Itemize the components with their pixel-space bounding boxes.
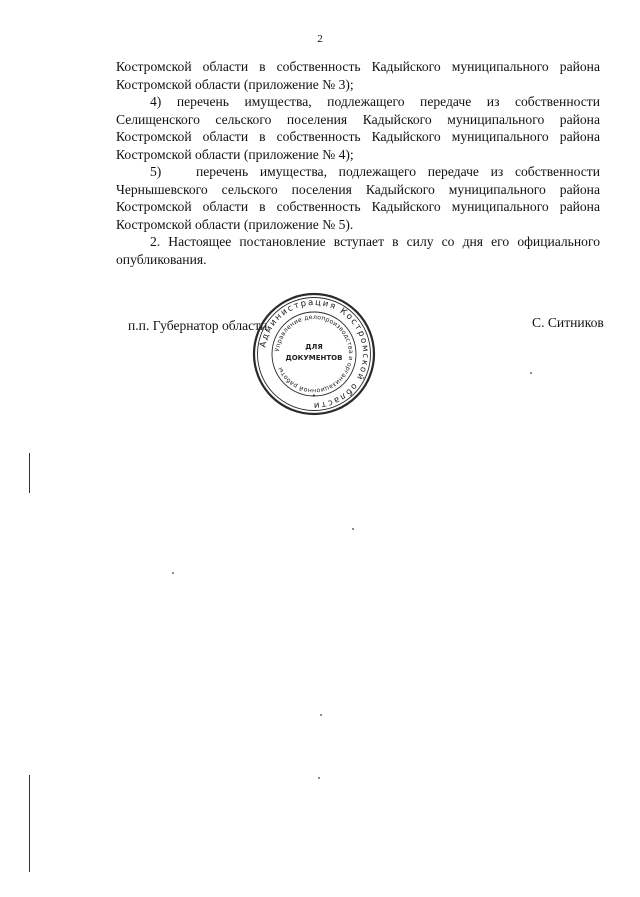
stamp-center-line-1: ДЛЯ [305,343,323,351]
signature-name: С. Ситников [532,315,604,330]
stamp-inner-text: Управление делопроизводства и организационной работы [274,313,355,395]
document-body [116,58,600,268]
paragraph-3-number: 5) [150,164,162,179]
margin-mark-bottom [29,775,30,872]
official-stamp [249,292,379,417]
scan-speck [318,777,320,779]
scan-speck [172,572,174,574]
scan-speck [352,528,354,530]
margin-mark-top [29,453,30,493]
signature-role: п.п. Губернатор области [128,318,268,333]
stamp-center-line-2: ДОКУМЕНТОВ [285,354,343,362]
scan-speck [320,714,322,716]
stamp-outer-text: Администрация Костромской области [258,297,371,411]
stamp-star-icon: • [311,392,317,400]
scan-speck [530,372,532,374]
page-number: 2 [317,33,323,45]
paragraph-4: 2. Настоящее постановление вступает в силу со дня его официального опубликования. [116,234,600,267]
paragraph-1: Костромской области в собственность Кадыйского муниципального района Костромской области (приложение № 3); [116,59,600,92]
paragraph-3 [116,163,600,233]
paragraph-3-text: перечень имущества, подлежащего передаче из собственности Чернышевского сельского поселения Кадыйского муниципального района Костромской области в собственность Кадыйского муниципального района Костромской области (приложение № 5). [116,164,600,232]
paragraph-2: 4) перечень имущества, подлежащего передаче из собственности Селищенского сельского поселения Кадыйского муниципального района Костромской области в собственность Кадыйского муниципального района Костромской области (приложение № 4); [116,94,600,162]
